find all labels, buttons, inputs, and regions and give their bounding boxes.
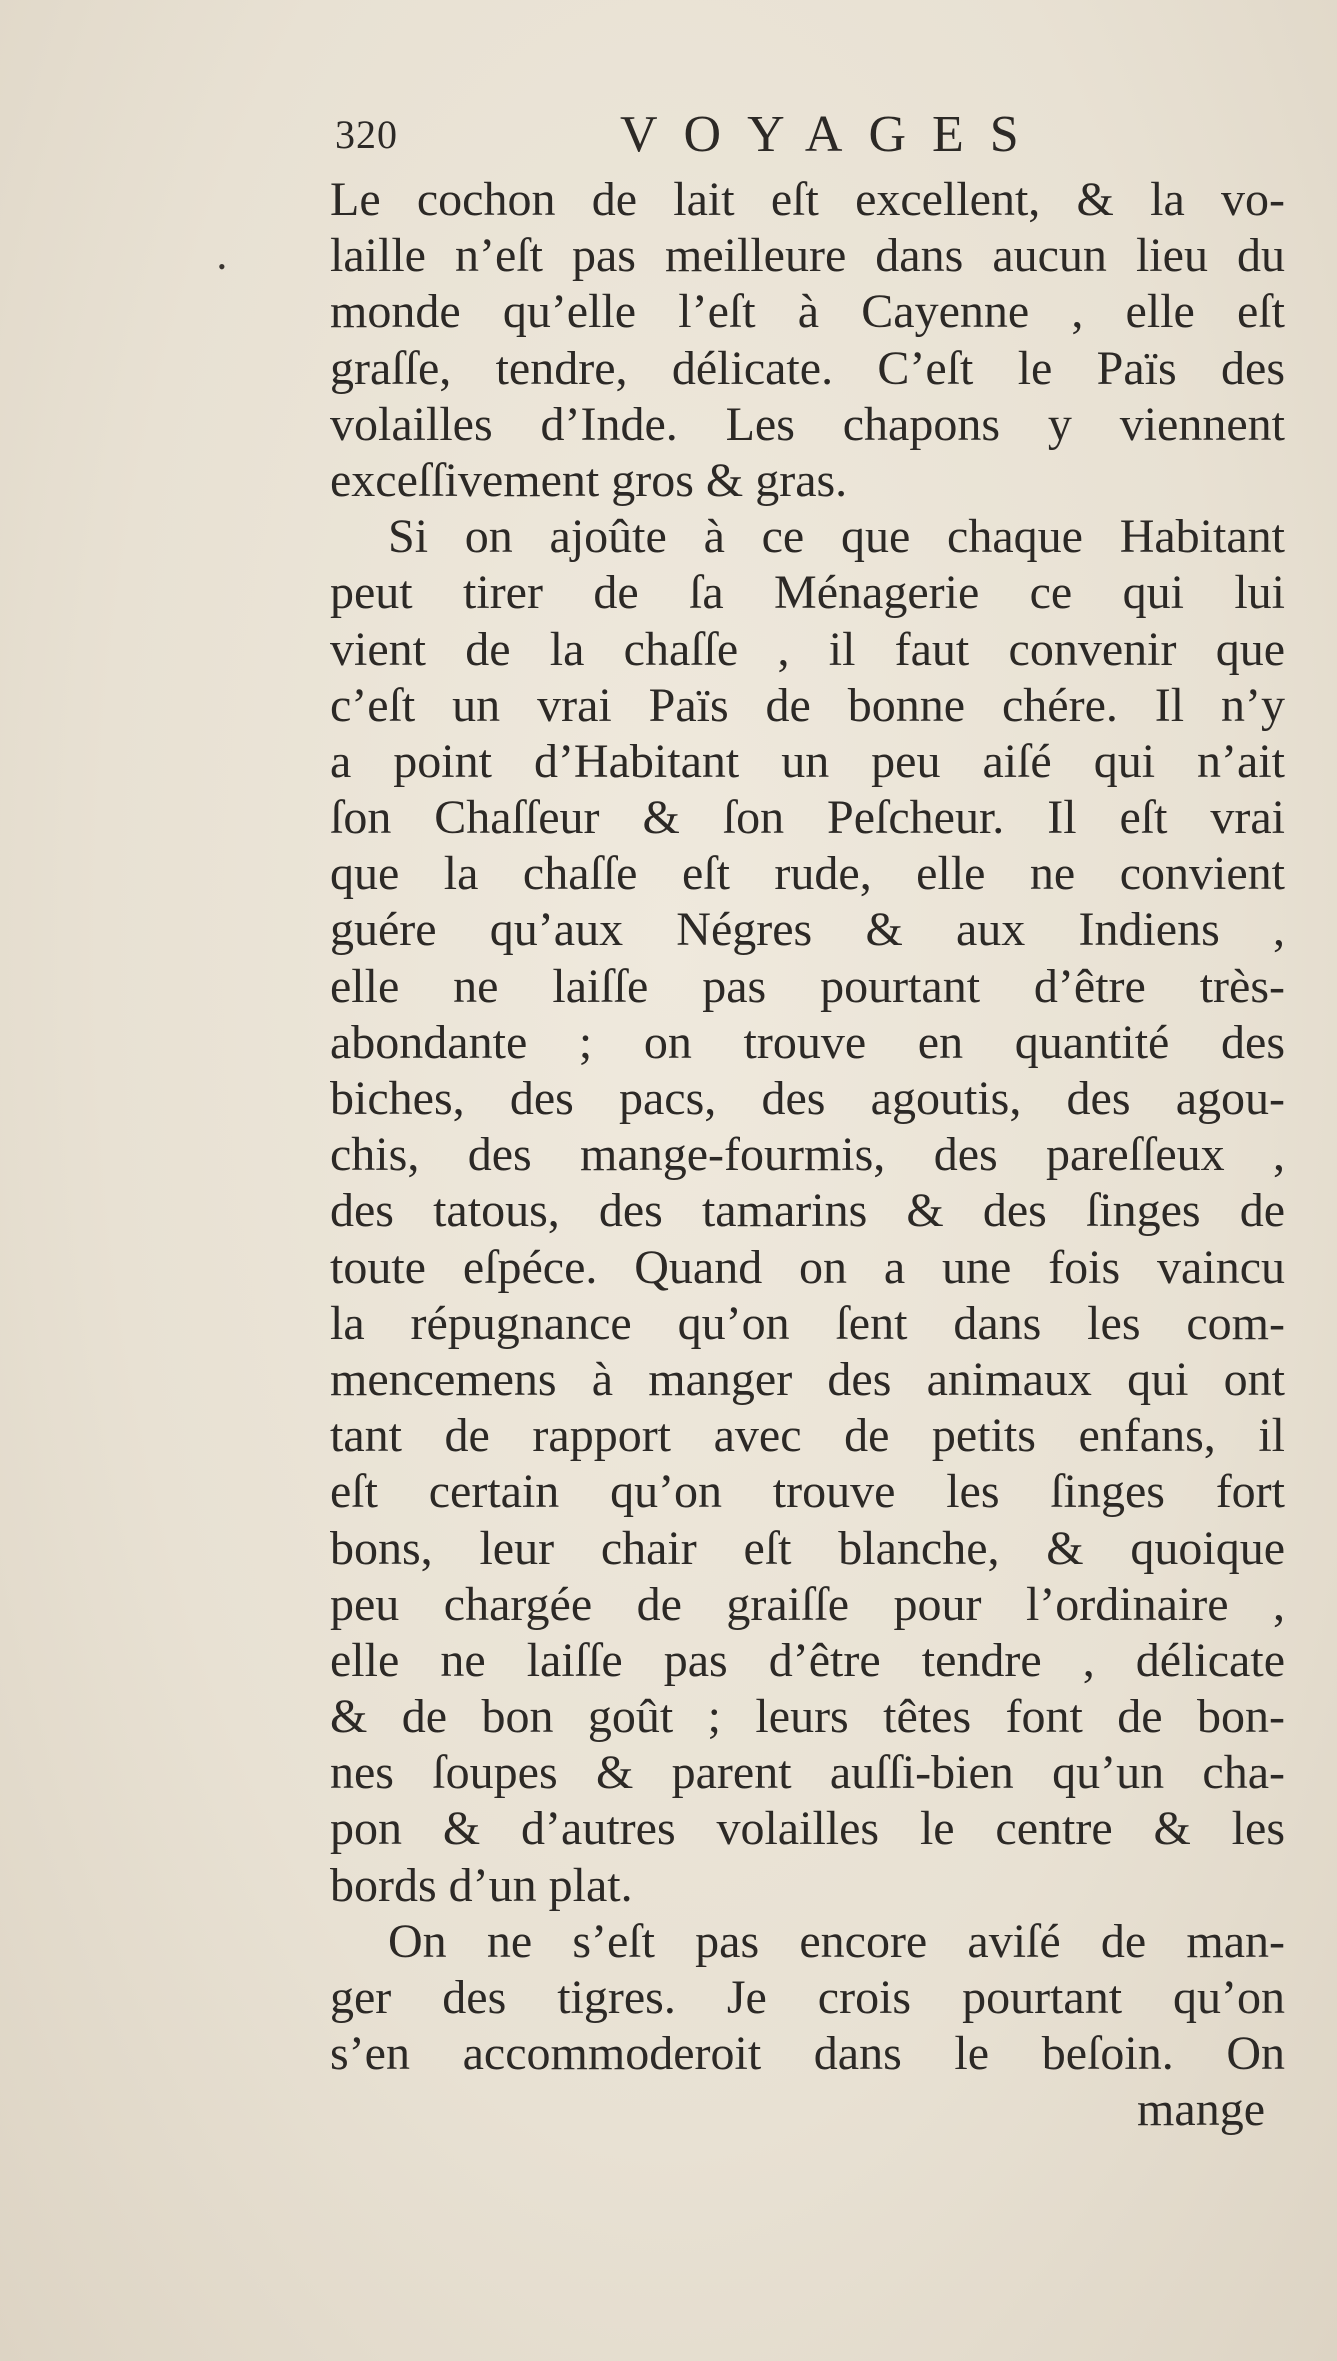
page-header: [335, 105, 1135, 165]
text-line: monde qu’elle l’eſt à Cayenne , elle eſt: [330, 285, 1285, 339]
text-line: biches, des pacs, des agoutis, des agou-: [330, 1072, 1285, 1125]
text-line: a point d’Habitant un peu aiſé qui n’ait: [330, 734, 1285, 788]
text-line: vient de la chaſſe , il faut convenir que: [330, 622, 1285, 676]
text-line: que la chaſſe eſt rude, elle ne convient: [330, 847, 1285, 901]
text-line: elle ne laiſſe pas d’être tendre , délicate: [330, 1633, 1285, 1687]
text-line: graſſe, tendre, délicate. C’eſt le Païs des: [330, 341, 1285, 395]
text-line: peut tirer de ſa Ménagerie ce qui lui: [330, 566, 1285, 620]
text-line: Si on ajoûte à ce que chaque Habitant: [388, 510, 1285, 564]
text-line: bords d’un plat.: [330, 1858, 633, 1912]
text-line: elle ne laiſſe pas pourtant d’être très-: [330, 959, 1285, 1013]
text-line: On ne s’eſt pas encore aviſé de man-: [388, 1914, 1285, 1968]
text-line: ſon Chaſſeur & ſon Peſcheur. Il eſt vrai: [330, 791, 1285, 845]
text-line: volailles d’Inde. Les chapons y viennent: [330, 397, 1285, 451]
page-number: 320: [335, 112, 398, 157]
text-line: abondante ; on trouve en quantité des: [330, 1015, 1285, 1069]
text-line: la répugnance qu’on ſent dans les com-: [330, 1296, 1285, 1350]
text-line: laille n’eſt pas meilleure dans aucun lieu du: [330, 229, 1285, 283]
text-line: guére qu’aux Négres & aux Indiens ,: [330, 903, 1285, 957]
text-line: nes ſoupes & parent auſſi-bien qu’un cha-: [330, 1746, 1285, 1800]
text-line: c’eſt un vrai Païs de bonne chére. Il n’y: [330, 678, 1285, 732]
margin-ink-mark: •: [218, 254, 226, 279]
text-line: & de bon goût ; leurs têtes font de bon-: [330, 1690, 1285, 1744]
running-title: VOYAGES: [620, 106, 1045, 163]
text-line: Le cochon de lait eſt excellent, & la vo-: [330, 173, 1285, 226]
text-line: des tatous, des tamarins & des ſinges de: [330, 1184, 1285, 1238]
text-line: chis, des mange-fourmis, des pareſſeux ,: [330, 1128, 1285, 1182]
text-line: s’en accommoderoit dans le beſoin. On: [330, 2027, 1285, 2081]
catchword: mange: [1137, 2083, 1265, 2137]
text-line: pon & d’autres volailles le centre & les: [330, 1802, 1285, 1856]
text-line: bons, leur chair eſt blanche, & quoique: [330, 1521, 1285, 1575]
text-line: toute eſpéce. Quand on a une fois vaincu: [330, 1240, 1285, 1294]
text-line: eſt certain qu’on trouve les ſinges fort: [330, 1465, 1285, 1519]
text-line: peu chargée de graiſſe pour l’ordinaire ,: [330, 1577, 1285, 1631]
text-line: exceſſivement gros & gras.: [330, 453, 848, 507]
text-line: mencemens à manger des animaux qui ont: [330, 1352, 1285, 1406]
text-line: tant de rapport avec de petits enfans, il: [330, 1409, 1285, 1463]
text-line: ger des tigres. Je crois pourtant qu’on: [330, 1971, 1285, 2024]
body-text: [330, 172, 1285, 2138]
